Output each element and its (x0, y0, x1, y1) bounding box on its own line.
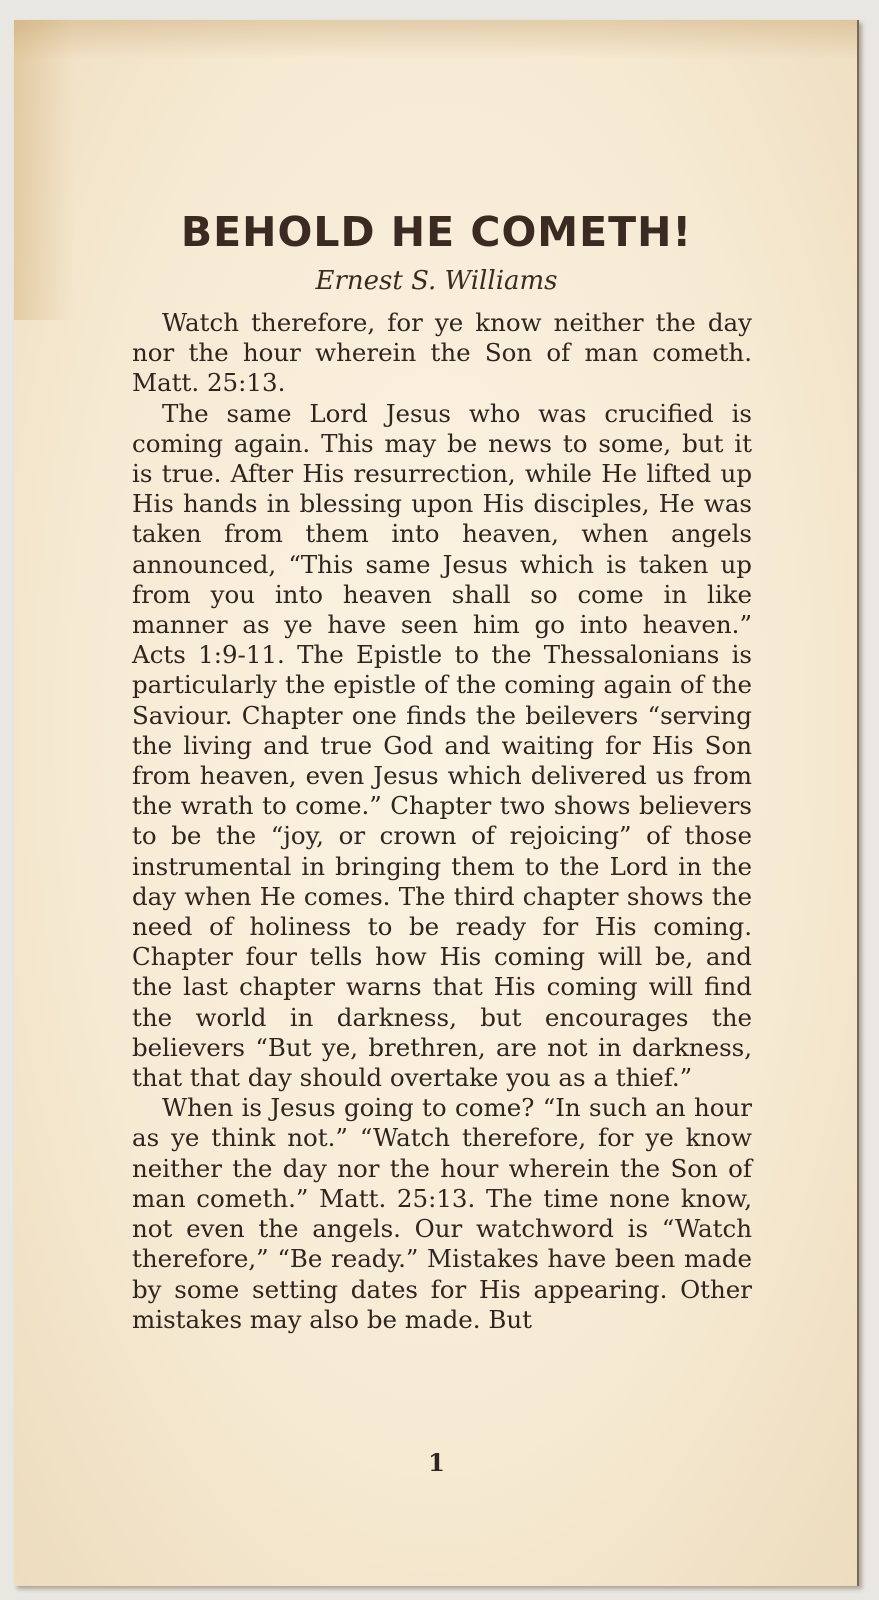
page-number: 1 (428, 1448, 445, 1477)
paragraph-second-coming: The same Lord Jesus who was crucified is coming again. This may be news to some, but it is true. After His resurrection, while He lifted up His hands in blessing upon His disciples, He was taken from them into heaven, when angels announced, “This same Jesus which is taken up from you into heaven shall so come in like manner as ye have seen him go into heaven.” Acts 1:9-11. The Epistle to the Thessalonians is particularly the epistle of the coming again of the Saviour. Chapter one finds the beilevers “serving the living and true God and waiting for His Son from heaven, even Jesus which delivered us from the wrath to come.” Chapter two shows believers to be the “joy, or crown of rejoicing” of those instrumental in bringing them to the Lord in the day when He comes. The third chapter shows the need of holiness to be ready for His coming. Chapter four tells how His coming will be, and the last chapter warns that His coming will find the world in darkness, but encourages the believers “But ye, brethren, are not in darkness, that that day should overtake you as a thief.” (132, 398, 752, 1093)
author-byline: Ernest S. Williams (315, 266, 558, 296)
paragraph-scripture: Watch therefore, for ye know neither the day nor the hour wherein the Son of man cometh. Matt. 25:13. (132, 308, 752, 398)
tract-page (14, 20, 859, 1586)
paragraph-when-coming: When is Jesus going to come? “In such an hour as ye think not.” “Watch therefore, for ye know neither the day nor the hour wherein the Son of man cometh.” Matt. 25:13. The time none know, not even the angels. Our watchword is “Watch therefore,” “Be ready.” Mistakes have been made by some setting dates for His appearing. Other mistakes may also be made. But (132, 1093, 752, 1334)
body-text (132, 308, 752, 1335)
paper-stain-top (14, 20, 857, 60)
page-title: BEHOLD HE COMETH! (180, 208, 693, 256)
